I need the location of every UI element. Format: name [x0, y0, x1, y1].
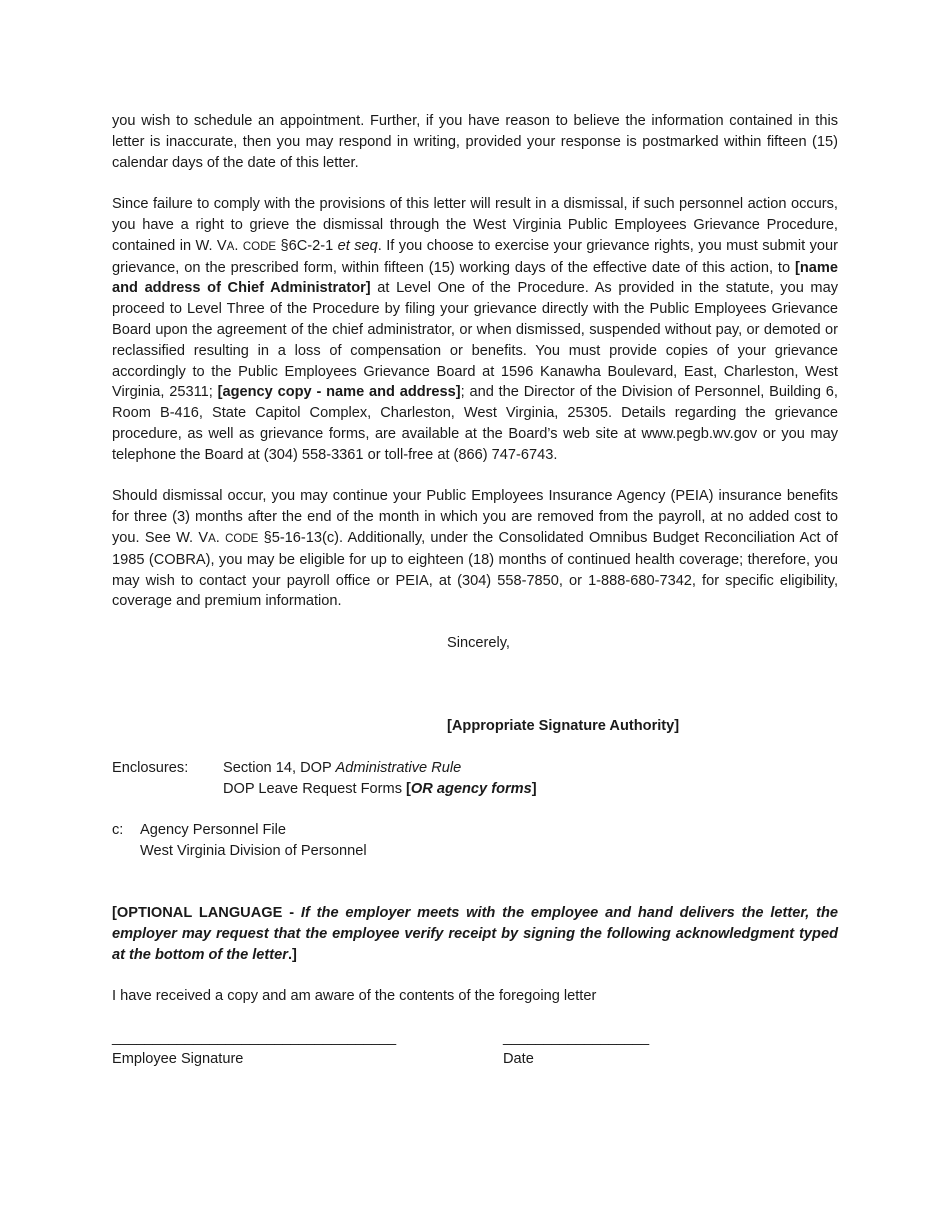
enclosure-item	[223, 758, 537, 779]
grievance-text-2: §6C-2-1	[276, 237, 338, 254]
employee-signature-label: Employee Signature	[112, 1050, 244, 1067]
acknowledgment-text: I have received a copy and am aware of the contents of the foregoing letter	[112, 988, 597, 1005]
enclosure-item-italic: Administrative Rule	[335, 759, 462, 776]
enclosure-item-italic: OR agency forms	[410, 780, 532, 797]
enclosure-bracket-close: ]	[531, 780, 537, 797]
insurance-text-2: §5-16-13(c). Additionally, under the Consolidated Omnibus Budget Reconciliation Act of 1985 (COBRA), you may be eligible for up to eighteen (18) months of continued health coverage; therefore, you may wish to contact your payroll office or PEIA, at (304) 558-7850, or 1-888-680-7342, for specific eligibility, coverage and premium information.	[112, 529, 838, 610]
grievance-text-3: . If you choose to exercise your grievance rights, you must submit your grievance, on the prescribed form, within fifteen (15) working days of the effective date of this action, to	[112, 237, 839, 276]
enclosures-label: Enclosures:	[112, 759, 189, 776]
copies	[112, 820, 838, 862]
closing: Sincerely,	[447, 634, 510, 651]
optional-language	[112, 903, 838, 965]
agency-copy-placeholder: [agency copy - name and address]	[217, 384, 461, 401]
grievance-code-sc-a: A	[226, 240, 235, 253]
enclosure-item-text: DOP Leave Request Forms	[223, 780, 407, 797]
letter-body	[112, 111, 838, 1070]
optional-italic: If the employer meets with the employee and hand delivers the letter, the employer may request that the employee verify receipt by signing the following acknowledgment typed at the bottom of the letter	[112, 905, 839, 963]
optional-prefix: [OPTIONAL LANGUAGE -	[112, 905, 301, 922]
employee-signature-line: ___________________________________	[112, 1030, 397, 1047]
insurance-text-1: Should dismissal occur, you may continue your Public Employees Insurance Agency (PEIA) insurance benefits for three (3) months after the end of the month in which you are removed from the payroll, at no added cost to you. See W. V	[112, 488, 838, 546]
insurance-code-sc-a: A	[208, 532, 216, 545]
grievance-text-1: Since failure to comply with the provisions of this letter will result in a dismissal, if such personnel action occurs, you have a right to grieve the dismissal through the West Virginia Public Employees Grievance Procedure, contained in W. V	[112, 196, 838, 254]
paragraph-appointment: you wish to schedule an appointment. Further, if you have reason to believe the information contained in this letter is inaccurate, then you may respond in writing, provided your response is postmarked within fifteen (15) calendar days of the date of this letter.	[112, 113, 838, 171]
chief-administrator-placeholder: [name and address of Chief Administrator]	[112, 259, 838, 297]
insurance-code-space: .	[215, 529, 226, 546]
grievance-code-sc-code: CODE	[242, 240, 277, 253]
enclosure-bracket-open: [	[406, 780, 411, 797]
copies-label: c:	[112, 822, 124, 839]
copy-recipient: Agency Personnel File	[140, 822, 287, 839]
date-label: Date	[503, 1050, 534, 1067]
paragraph-insurance	[112, 486, 838, 612]
insurance-code-sc-code: CODE	[225, 532, 259, 545]
signature-block	[112, 1028, 838, 1070]
date-line: __________________	[503, 1030, 650, 1047]
grievance-et-seq: et seq	[337, 237, 378, 254]
grievance-code-space: .	[234, 237, 243, 254]
signature-authority: [Appropriate Signature Authority]	[447, 718, 680, 735]
enclosure-item	[223, 779, 537, 800]
enclosures-list	[223, 758, 537, 800]
enclosure-item-text: Section 14, DOP	[223, 759, 336, 776]
copy-recipient: West Virginia Division of Personnel	[140, 842, 367, 859]
copies-list	[140, 820, 367, 862]
optional-suffix: .]	[287, 946, 297, 963]
grievance-text-5: ; and the Director of the Division of Personnel, Building 6, Room B-416, State Capitol Complex, Charleston, West Virginia, 25305. Details regarding the grievance procedure, as well as grievance forms, are available at the Board’s web site at www.pegb.wv.gov or you may telephone the Board at (304) 558-3361 or toll-free at (866) 747-6743.	[112, 384, 838, 463]
grievance-text-4: at Level One of the Procedure. As provided in the statute, you may proceed to Level Three of the Procedure by filing your grievance directly with the Public Employees Grievance Board upon the agreement of the chief administrator, or when dismissed, suspended without pay, or demoted or reclassified resulting in a loss of compensation or benefits. You must provide copies of your grievance accordingly to the Public Employees Grievance Board at 1596 Kanawha Boulevard, East, Charleston, West Virginia, 25311;	[112, 280, 838, 401]
enclosures	[112, 758, 838, 800]
paragraph-grievance	[112, 194, 838, 465]
